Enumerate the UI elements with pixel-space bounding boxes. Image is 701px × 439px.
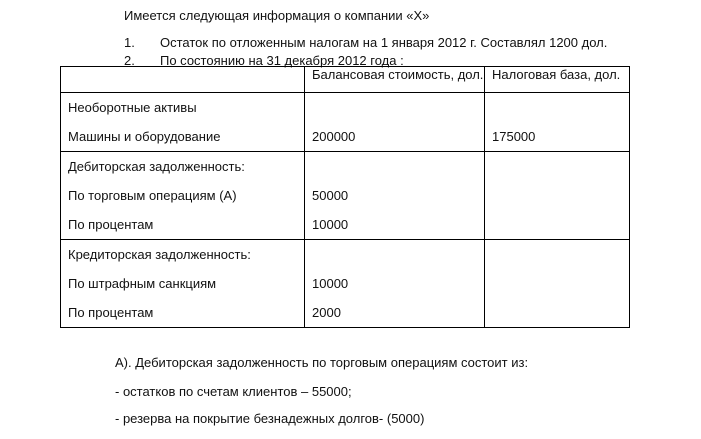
list-item-1	[124, 35, 607, 50]
row-label: Кредиторская задолженность:	[68, 247, 251, 262]
row-label: По штрафным санкциям	[68, 276, 217, 291]
row-label: Машины и оборудование	[68, 129, 221, 144]
tax-base-cell	[485, 152, 630, 240]
list-item-text: Остаток по отложенным налогам на 1 января 2012 г. Составлял 1200 дол.	[160, 35, 608, 50]
header-cell-tax-base: Налоговая база, дол.	[485, 67, 630, 93]
list-item-text: По состоянию на 31 декабря 2012 года :	[160, 53, 404, 68]
table-header-row	[61, 67, 630, 93]
book-value	[312, 152, 484, 181]
label-cell	[61, 152, 305, 240]
notes-heading: А). Дебиторская задолженность по торговым операциям состоит из:	[115, 355, 529, 370]
book-value	[312, 240, 484, 269]
notes-line-1: - остатков по счетам клиентов – 55000;	[115, 384, 352, 399]
tax-base-cell	[485, 240, 630, 328]
tax-base-value: 175000	[492, 129, 536, 144]
notes-line-2: - резерва на покрытие безнадежных долгов- (5000)	[115, 411, 425, 426]
row-label: По процентам	[68, 305, 154, 320]
tax-base-value	[492, 181, 629, 210]
book-value-cell	[305, 93, 485, 152]
row-label: По процентам	[68, 217, 154, 232]
table-row	[61, 152, 630, 240]
header-cell-item	[61, 67, 305, 93]
row-label: Необоротные активы	[68, 100, 197, 115]
book-value: 200000	[312, 129, 356, 144]
book-value	[312, 93, 484, 122]
tax-base-cell	[485, 93, 630, 152]
row-label: Дебиторская задолженность:	[68, 159, 245, 174]
list-item-number: 2.	[124, 53, 135, 68]
list-item-number: 1.	[124, 35, 135, 50]
document-title: Имеется следующая информация о компании «Х»	[124, 8, 430, 23]
book-value: 50000	[312, 188, 349, 203]
row-label: По торговым операциям (А)	[68, 188, 237, 203]
book-value-cell	[305, 152, 485, 240]
book-value: 10000	[312, 217, 349, 232]
tax-base-value	[492, 93, 629, 122]
tax-base-value	[492, 269, 629, 298]
table-row	[61, 240, 630, 328]
book-value-cell	[305, 240, 485, 328]
tax-base-value	[492, 298, 629, 327]
tax-base-value	[492, 152, 629, 181]
header-cell-book-value: Балансовая стоимость, дол.	[305, 67, 485, 93]
tax-base-value	[492, 210, 629, 239]
book-value: 10000	[312, 276, 349, 291]
balance-table	[60, 66, 630, 328]
tax-base-value	[492, 240, 629, 269]
table-row	[61, 93, 630, 152]
label-cell	[61, 240, 305, 328]
label-cell	[61, 93, 305, 152]
book-value: 2000	[312, 305, 341, 320]
